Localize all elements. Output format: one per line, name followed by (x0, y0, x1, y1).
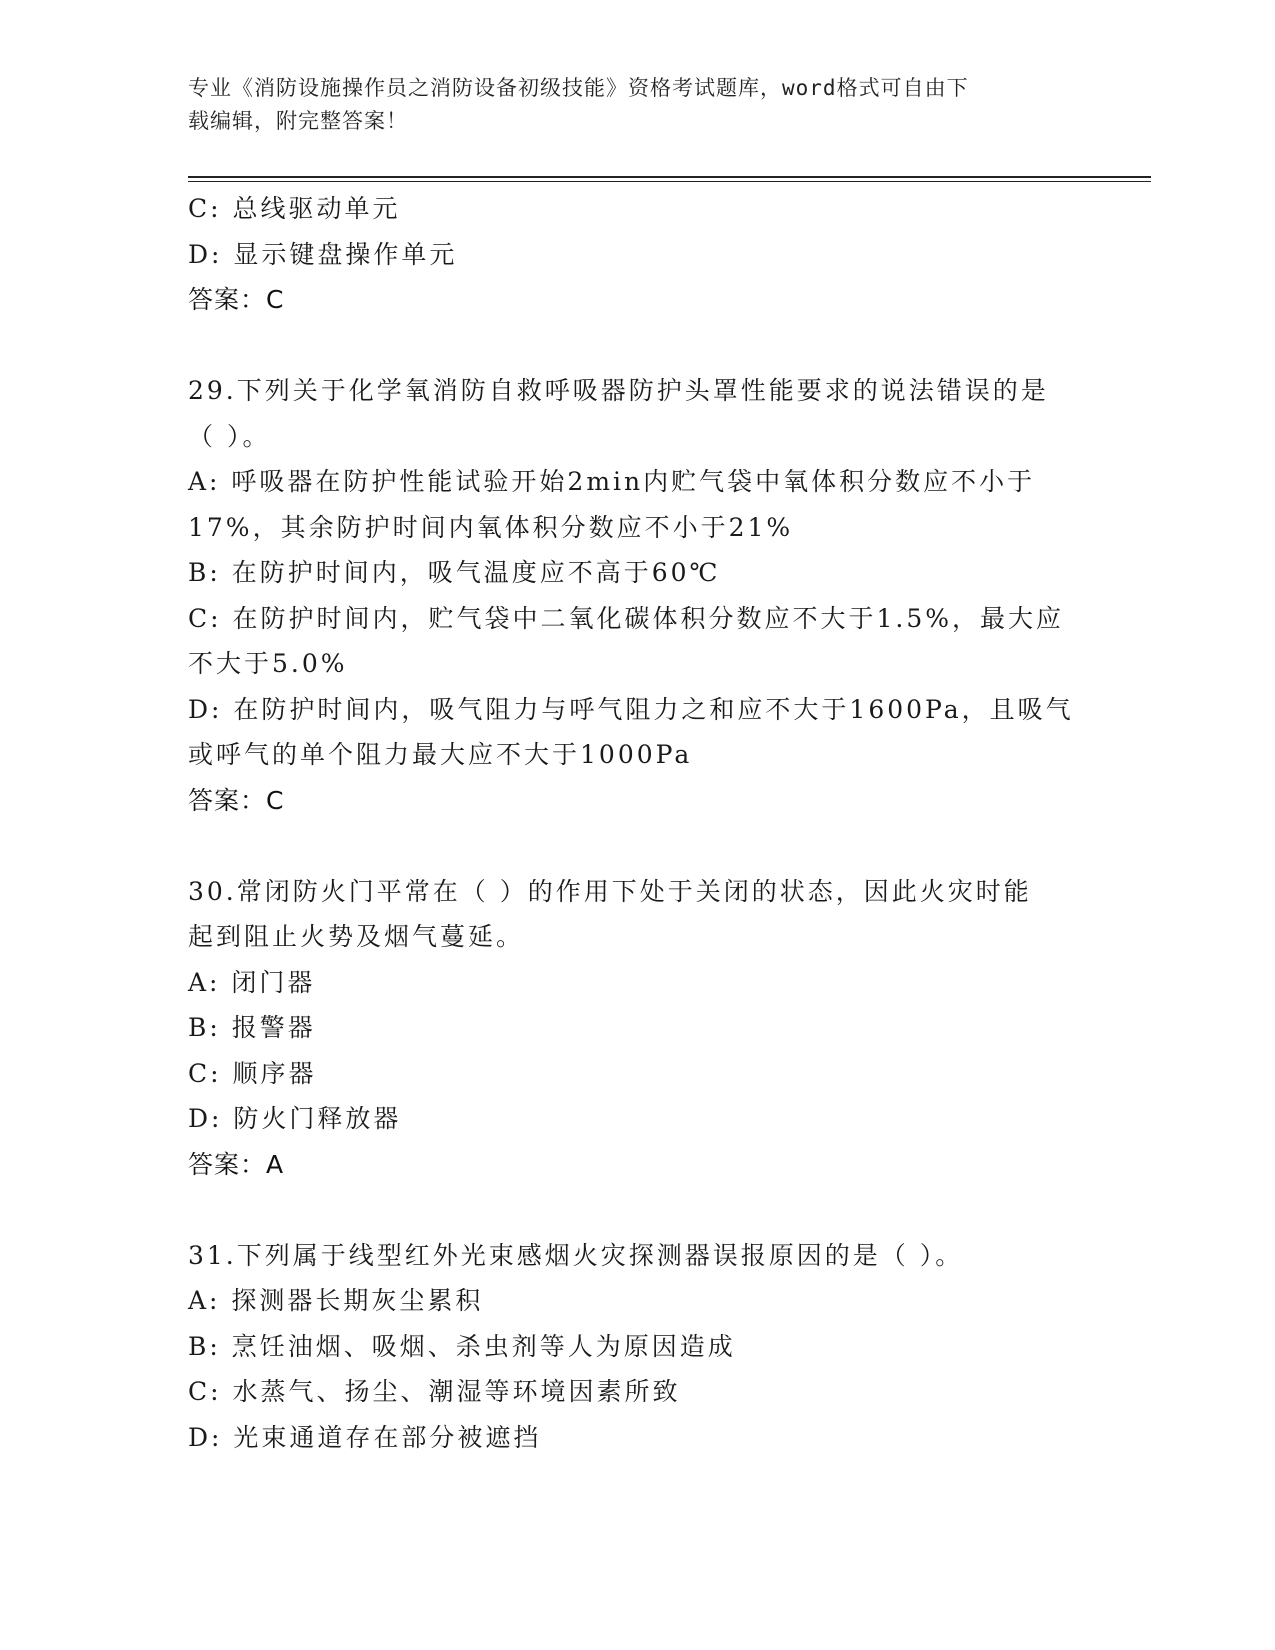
option-b: B: 在防护时间内，吸气温度应不高于60℃ (188, 558, 721, 587)
option-b: B: 烹饪油烟、吸烟、杀虫剂等人为原因造成 (188, 1331, 736, 1361)
answer-line: 答案：C (188, 285, 285, 314)
header-line-2: 载编辑，附完整答案！ (188, 109, 408, 133)
option-a: A: 闭门器 (188, 967, 316, 997)
option-d: D: 在防护时间内，吸气阻力与呼气阻力之和应不大于1600Pa，且吸气 (188, 694, 1074, 724)
question-31 (188, 1233, 1088, 1461)
answer-line: 答案：C (188, 785, 285, 815)
option-d: 或呼气的单个阻力最大应不大于1000Pa (188, 740, 693, 769)
header-line-1: 专业《消防设施操作员之消防设备初级技能》资格考试题库，word格式可自由下 (188, 76, 969, 100)
header-rule-thick (188, 176, 1151, 178)
option-c: C: 在防护时间内，贮气袋中二氧化碳体积分数应不大于1.5%，最大应 (188, 603, 1065, 633)
question-29 (188, 368, 1088, 823)
option-c: 不大于5.0% (188, 649, 348, 678)
option-d: D: 防火门释放器 (188, 1104, 402, 1133)
question-stem: 31.下列属于线型红外光束感烟火灾探测器误报原因的是（ ）。 (188, 1240, 964, 1270)
question-stem: 起到阻止火势及烟气蔓延。 (188, 922, 525, 951)
answer-line: 答案：A (188, 1149, 285, 1179)
option-a: 17%，其余防护时间内氧体积分数应不小于21% (188, 512, 794, 542)
question-stem: （ ）。 (188, 421, 271, 451)
page-header (188, 72, 1068, 138)
option-c: C: 水蒸气、扬尘、潮湿等环境因素所致 (188, 1377, 681, 1406)
option-c: C: 总线驱动单元 (188, 194, 401, 223)
option-a: A: 呼吸器在防护性能试验开始2min内贮气袋中氧体积分数应不小于 (188, 467, 1036, 496)
option-d: D: 光束通道存在部分被遮挡 (188, 1422, 542, 1452)
question-30 (188, 869, 1088, 1188)
question-stem: 30.常闭防火门平常在（ ）的作用下处于关闭的状态，因此火灾时能 (188, 876, 1032, 906)
option-c: C: 顺序器 (188, 1058, 317, 1088)
question-stem: 29.下列关于化学氧消防自救呼吸器防护头罩性能要求的说法错误的是 (188, 376, 1049, 405)
option-a: A: 探测器长期灰尘累积 (188, 1286, 484, 1315)
header-rule-thin (188, 181, 1151, 182)
prev-question (188, 186, 1088, 323)
option-d: D: 显示键盘操作单元 (188, 239, 458, 269)
option-b: B: 报警器 (188, 1013, 316, 1042)
question-content (188, 186, 1088, 1460)
